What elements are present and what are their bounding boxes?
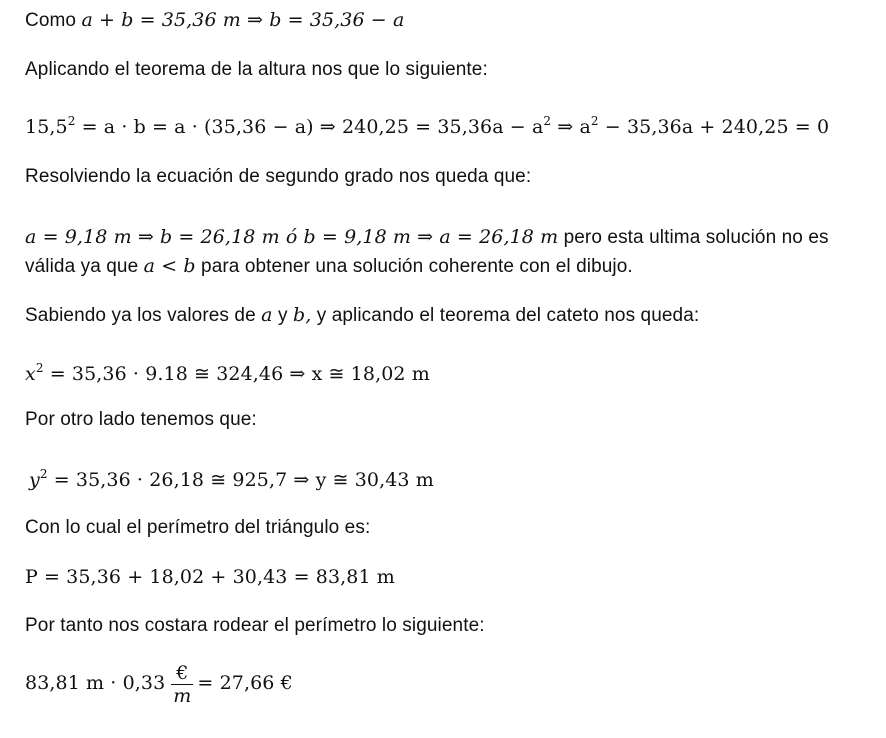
line-costo-equation: [25, 659, 293, 707]
solutions-math: a = 9,18 m ⇒ b = 26,18 m ó b = 9,18 m ⇒ a = 26,18 m: [25, 226, 559, 248]
line-x-equation: [25, 362, 430, 386]
eq-rest-1: = a · b = a · (35,36 − a) ⇒ 240,25 = 35,36a − a: [75, 116, 544, 138]
y-exp: 2: [39, 467, 48, 481]
line-cateto-intro: [25, 303, 699, 328]
eq-rest-3: − 35,36a + 240,25 = 0: [598, 116, 830, 138]
eq-rest-2: ⇒ a: [551, 116, 591, 138]
cateto-text-a: Sabiendo ya los valores de: [25, 305, 262, 326]
otro-lado-text: Por otro lado tenemos que:: [25, 409, 257, 430]
eq-exp: 2: [67, 114, 76, 128]
cateto-var-b: b,: [292, 304, 312, 326]
line-valida: [25, 254, 633, 279]
line-premise: [25, 8, 404, 33]
line-costo-intro: [25, 614, 485, 638]
perimetro-math: P = 35,36 + 18,02 + 30,43 = 83,81 m: [25, 566, 395, 588]
x-exp: 2: [35, 361, 44, 375]
cateto-text-b: y: [272, 305, 293, 326]
y-base: y: [29, 469, 40, 491]
perimetro-intro-text: Con lo cual el perímetro del triángulo es:: [25, 517, 371, 538]
solutions-text: pero esta ultima solución no es: [558, 227, 829, 248]
y-rest: = 35,36 · 26,18 ≅ 925,7 ⇒ y ≅ 30,43 m: [47, 469, 434, 491]
costo-left: 83,81 m · 0,33: [25, 672, 166, 694]
resolviendo-text: Resolviendo la ecuación de segundo grado nos queda que:: [25, 166, 532, 187]
line-altura-intro: [25, 58, 488, 82]
line-resolviendo: [25, 165, 531, 189]
cateto-text-c: y aplicando el teorema del cateto nos queda:: [311, 305, 700, 326]
valida-text-b: para obtener una solución coherente con el dibujo.: [195, 256, 633, 277]
cateto-var-a: a: [261, 304, 273, 326]
x-rest: = 35,36 · 9.18 ≅ 324,46 ⇒ x ≅ 18,02 m: [43, 363, 430, 385]
line-altura-equation: [25, 115, 829, 139]
premise-text: Como: [25, 10, 82, 31]
eq-exp-3: 2: [590, 114, 599, 128]
costo-intro-text: Por tanto nos costara rodear el perímetro lo siguiente:: [25, 615, 485, 636]
line-y-equation: [29, 468, 434, 492]
euro-per-meter-fraction: [171, 662, 193, 707]
line-perimetro-intro: [25, 516, 370, 540]
fraction-numerator: €: [176, 661, 189, 684]
costo-right: = 27,66 €: [197, 672, 293, 694]
altura-intro-text: Aplicando el teorema de la altura nos que lo siguiente:: [25, 59, 488, 80]
valida-math: a < b: [143, 255, 196, 277]
line-otro-lado: [25, 408, 257, 432]
eq-exp-2: 2: [543, 114, 552, 128]
valida-text-a: válida ya que: [25, 256, 144, 277]
eq-base: 15,5: [25, 116, 68, 138]
line-solutions: [25, 225, 829, 250]
fraction-denominator: m: [173, 684, 192, 707]
premise-math: a + b = 35,36 m ⇒ b = 35,36 − a: [81, 9, 405, 31]
x-base: x: [25, 363, 36, 385]
line-perimetro-equation: [25, 565, 395, 589]
